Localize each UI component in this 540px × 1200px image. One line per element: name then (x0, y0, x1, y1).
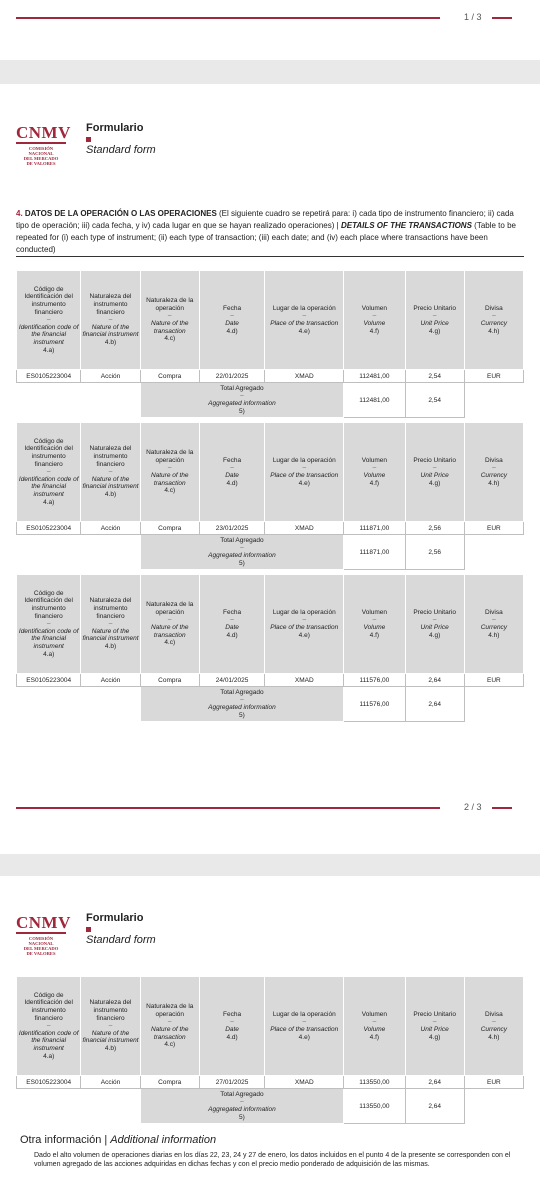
table-header-row (17, 977, 524, 1076)
aggregate-label-es: Total Agregado (220, 688, 264, 696)
section-text-en: (Table to be repeated for (i) each type of instrument; (ii) each type of transaction; (iii) each date; and (iv) each place where transactions have been conducted) (16, 221, 516, 254)
aggregate-label (140, 1089, 344, 1124)
column-header (81, 271, 140, 370)
table-cell-date: 22/01/2025 (199, 370, 264, 383)
page-3 (0, 876, 540, 1200)
table-cell-nature-operation: Compra (140, 1076, 199, 1089)
column-header-en: Nature of the financial instrument (82, 323, 139, 339)
column-header-separator: – (167, 312, 172, 320)
column-header (140, 575, 199, 674)
column-header-es: Naturaleza del instrumento financiero (89, 597, 132, 620)
section-4-heading (16, 208, 524, 256)
table-header-row (17, 271, 524, 370)
form-title-es: Formulario (86, 912, 144, 924)
aggregate-label (140, 687, 344, 722)
column-header (199, 977, 264, 1076)
logo-line: DEL MERCADO (23, 946, 59, 951)
logo-line: DE VALORES (26, 161, 56, 166)
column-header (81, 423, 140, 522)
column-header-en: Volume (363, 1026, 386, 1033)
column-header (405, 575, 464, 674)
column-header-es: Naturaleza de la operación (146, 601, 194, 616)
page-footer-1 (16, 12, 524, 24)
column-header-ref: 4.b) (104, 490, 117, 498)
column-header-separator: – (108, 316, 113, 324)
blank-cell (17, 687, 141, 722)
column-header-ref: 4.a) (43, 1052, 55, 1060)
aggregate-label-en: Aggregated information (208, 400, 276, 407)
table-cell-nature-instrument: Acción (81, 1076, 140, 1089)
column-header-ref: 4.c) (164, 639, 176, 647)
table-cell-volume: 113550,00 (344, 1076, 405, 1089)
form-title (86, 912, 156, 946)
column-header-separator: – (46, 316, 51, 324)
column-header-en: Place of the transaction (270, 320, 339, 327)
logo-line: DE VALORES (26, 951, 56, 956)
table-cell-place: XMAD (265, 674, 344, 687)
aggregate-volume: 111871,00 (344, 535, 405, 570)
column-header-es: Divisa (485, 304, 503, 312)
column-header-separator: – (492, 616, 496, 624)
table-cell-price: 2,56 (405, 522, 464, 535)
table-row (17, 1076, 524, 1089)
column-header-en: Identification code of the financial instrument (18, 1029, 79, 1052)
column-header-es: Fecha (223, 456, 242, 464)
page-indicator: 1 / 3 (464, 12, 482, 22)
column-header-separator: – (432, 464, 437, 472)
column-header-es: Precio Unitario (413, 608, 456, 616)
aggregate-label-separator: – (240, 392, 244, 400)
column-header-es: Divisa (485, 456, 503, 464)
column-header-en: Nature of the transaction (150, 320, 189, 335)
logo-text: CNMV (16, 123, 71, 142)
column-header (344, 271, 405, 370)
column-header-es: Lugar de la operación (272, 304, 336, 312)
column-header-separator: – (432, 1018, 437, 1026)
column-header-es: Naturaleza del instrumento financiero (89, 293, 132, 316)
cnmv-logo (16, 913, 71, 956)
column-header (464, 423, 523, 522)
column-header (140, 977, 199, 1076)
column-header (265, 575, 344, 674)
column-header (405, 271, 464, 370)
column-header-separator: – (372, 312, 377, 320)
page-2 (0, 84, 540, 854)
column-header-separator: – (492, 464, 496, 472)
column-header-ref: 4.g) (429, 631, 441, 639)
column-header-es: Precio Unitario (413, 304, 456, 312)
blank-cell (17, 535, 141, 570)
table-cell-volume: 111576,00 (344, 674, 405, 687)
table-cell-code: ES0105223004 (17, 370, 81, 383)
form-title-en: Standard form (86, 144, 156, 156)
column-header (140, 271, 199, 370)
transaction-table (16, 270, 524, 418)
aggregate-label-es: Total Agregado (220, 536, 264, 544)
logo-line: COMISIÓN (28, 146, 54, 151)
column-header (265, 271, 344, 370)
aggregate-label-ref: 5) (239, 711, 245, 719)
column-header-ref: 4.c) (164, 335, 176, 343)
aggregate-row (17, 383, 524, 418)
form-title-es: Formulario (86, 122, 144, 134)
logo-bar (16, 142, 66, 144)
column-header-ref: 4.d) (226, 631, 238, 639)
column-header-en: Currency (480, 624, 508, 631)
column-header-en: Volume (363, 624, 386, 631)
table-header-row (17, 575, 524, 674)
table-cell-volume: 112481,00 (344, 370, 405, 383)
column-header-es: Fecha (223, 1010, 242, 1018)
column-header-ref: 4.e) (298, 1033, 310, 1041)
blank-cell (464, 535, 523, 570)
column-header (81, 977, 140, 1076)
column-header-es: Lugar de la operación (272, 1010, 336, 1018)
page-1-tail (0, 0, 540, 60)
aggregate-label (140, 383, 344, 418)
column-header-ref: 4.g) (429, 1033, 441, 1041)
other-info-heading-es: Otra información (20, 1134, 102, 1146)
column-header-ref: 4.a) (43, 498, 55, 506)
column-header-en: Place of the transaction (270, 1026, 339, 1033)
table-row (17, 522, 524, 535)
table-cell-price: 2,54 (405, 370, 464, 383)
table-header-row (17, 423, 524, 522)
column-header-separator: – (230, 464, 234, 472)
column-header-es: Naturaleza de la operación (146, 1003, 194, 1018)
table-row (17, 674, 524, 687)
column-header-ref: 4.f) (369, 479, 380, 487)
column-header-ref: 4.e) (298, 479, 310, 487)
column-header-es: Precio Unitario (413, 1010, 456, 1018)
column-header-en: Currency (480, 320, 508, 327)
table-cell-currency: EUR (464, 674, 523, 687)
column-header-es: Volumen (361, 1010, 388, 1018)
table-cell-nature-instrument: Acción (81, 522, 140, 535)
column-header-es: Código de Identificación del instrumento financiero (24, 285, 73, 316)
column-header (17, 977, 81, 1076)
column-header-es: Naturaleza del instrumento financiero (89, 999, 132, 1022)
aggregate-label-en: Aggregated information (208, 1106, 276, 1113)
column-header (81, 575, 140, 674)
column-header-en: Unit Price (420, 1026, 449, 1033)
column-header-en: Place of the transaction (270, 624, 339, 631)
transaction-table (16, 574, 524, 722)
column-header (344, 423, 405, 522)
column-header (265, 977, 344, 1076)
column-header-separator: – (302, 1018, 307, 1026)
column-header (405, 977, 464, 1076)
column-header-ref: 4.b) (104, 1044, 117, 1052)
transaction-table (16, 976, 524, 1124)
column-header (464, 271, 523, 370)
form-title (86, 122, 156, 156)
column-header-ref: 4.e) (298, 631, 310, 639)
column-header-separator: – (108, 1022, 113, 1030)
column-header-en: Date (225, 624, 239, 631)
column-header-en: Nature of the financial instrument (82, 475, 139, 491)
other-info-heading-en: Additional information (110, 1134, 217, 1146)
logo-line: COMISIÓN (28, 936, 54, 941)
column-header (17, 271, 81, 370)
column-header-es: Divisa (485, 1010, 503, 1018)
aggregate-label-separator: – (240, 544, 244, 552)
footer-dash (492, 17, 512, 19)
column-header-ref: 4.b) (104, 338, 117, 346)
column-header-ref: 4.f) (369, 631, 380, 639)
table-row (17, 370, 524, 383)
column-header-ref: 4.h) (488, 1033, 500, 1041)
aggregate-label-ref: 5) (239, 1113, 245, 1121)
column-header-ref: 4.d) (226, 1033, 238, 1041)
column-header-en: Volume (363, 472, 386, 479)
table-cell-volume: 111871,00 (344, 522, 405, 535)
column-header-ref: 4.d) (226, 479, 238, 487)
column-header-en: Currency (480, 472, 508, 479)
column-header-en: Nature of the transaction (150, 472, 189, 487)
column-header-ref: 4.c) (164, 1041, 176, 1049)
column-header-ref: 4.d) (226, 327, 238, 335)
column-header (464, 575, 523, 674)
table-cell-nature-operation: Compra (140, 522, 199, 535)
column-header (17, 575, 81, 674)
column-header-ref: 4.b) (104, 642, 117, 650)
footer-rule (16, 17, 440, 19)
column-header-ref: 4.h) (488, 327, 500, 335)
column-header-en: Date (225, 1026, 239, 1033)
aggregate-label-es: Total Agregado (220, 384, 264, 392)
column-header-separator: – (302, 616, 307, 624)
column-header-ref: 4.f) (369, 1033, 380, 1041)
column-header-en: Nature of the transaction (150, 1026, 189, 1041)
table-cell-place: XMAD (265, 522, 344, 535)
table-cell-nature-instrument: Acción (81, 370, 140, 383)
column-header-en: Identification code of the financial instrument (18, 627, 79, 650)
column-header-ref: 4.g) (429, 327, 441, 335)
column-header-en: Place of the transaction (270, 472, 339, 479)
column-header-ref: 4.e) (298, 327, 310, 335)
column-header-ref: 4.h) (488, 479, 500, 487)
table-cell-date: 24/01/2025 (199, 674, 264, 687)
column-header-separator: – (302, 312, 307, 320)
aggregate-row (17, 535, 524, 570)
other-info-divider: | (104, 1134, 108, 1146)
table-cell-nature-operation: Compra (140, 674, 199, 687)
column-header (17, 423, 81, 522)
column-header-en: Identification code of the financial instrument (18, 323, 79, 346)
table-cell-code: ES0105223004 (17, 522, 81, 535)
aggregate-label-en: Aggregated information (208, 704, 276, 711)
column-header (464, 977, 523, 1076)
aggregate-label-separator: – (240, 1098, 244, 1106)
column-header-en: Nature of the financial instrument (82, 627, 139, 643)
column-header-separator: – (372, 616, 377, 624)
title-square (86, 137, 91, 142)
column-header (199, 271, 264, 370)
column-header-en: Volume (363, 320, 386, 327)
column-header-en: Nature of the transaction (150, 624, 189, 639)
logo-line: NACIONAL (28, 941, 54, 946)
column-header-en: Unit Price (420, 320, 449, 327)
section-heading-en: DETAILS OF THE TRANSACTIONS (340, 221, 472, 230)
aggregate-row (17, 687, 524, 722)
column-header-separator: – (230, 616, 234, 624)
column-header-es: Volumen (361, 456, 388, 464)
column-header-es: Fecha (223, 608, 242, 616)
column-header-separator: – (167, 616, 172, 624)
column-header-separator: – (230, 312, 234, 320)
aggregate-label-es: Total Agregado (220, 1090, 264, 1098)
column-header-separator: – (492, 1018, 496, 1026)
table-cell-date: 23/01/2025 (199, 522, 264, 535)
other-info-heading (20, 1134, 528, 1146)
column-header-es: Volumen (361, 304, 388, 312)
column-header-es: Lugar de la operación (272, 608, 336, 616)
column-header-separator: – (372, 464, 377, 472)
aggregate-volume: 113550,00 (344, 1089, 405, 1124)
form-title-en: Standard form (86, 934, 156, 946)
column-header-es: Lugar de la operación (272, 456, 336, 464)
aggregate-price: 2,56 (405, 535, 464, 570)
column-header-separator: – (492, 312, 496, 320)
table-cell-code: ES0105223004 (17, 1076, 81, 1089)
aggregate-label-ref: 5) (239, 407, 245, 415)
column-header (265, 423, 344, 522)
column-header (140, 423, 199, 522)
column-header-separator: – (46, 468, 51, 476)
aggregate-price: 2,54 (405, 383, 464, 418)
aggregate-price: 2,64 (405, 687, 464, 722)
table-cell-price: 2,64 (405, 674, 464, 687)
table-cell-nature-instrument: Acción (81, 674, 140, 687)
logo-line: NACIONAL (28, 151, 54, 156)
blank-cell (464, 1089, 523, 1124)
column-header-ref: 4.c) (164, 487, 176, 495)
page-footer-2 (16, 802, 524, 814)
table-cell-place: XMAD (265, 370, 344, 383)
aggregate-row (17, 1089, 524, 1124)
blank-cell (464, 687, 523, 722)
column-header-en: Date (225, 472, 239, 479)
table-cell-place: XMAD (265, 1076, 344, 1089)
aggregate-price: 2,64 (405, 1089, 464, 1124)
column-header-es: Fecha (223, 304, 242, 312)
section-text-es: (El siguiente cuadro se repetirá para: i) cada tipo de instrumento financiero; ii) cada tipo de operación; iii) cada fecha, y iv) cada lugar en que se hayan realizado operaciones) | (16, 209, 514, 230)
cnmv-logo (16, 123, 71, 166)
table-cell-currency: EUR (464, 1076, 523, 1089)
column-header-separator: – (302, 464, 307, 472)
column-header-en: Unit Price (420, 472, 449, 479)
section-number: 4. (16, 209, 23, 218)
table-cell-nature-operation: Compra (140, 370, 199, 383)
aggregate-label-separator: – (240, 696, 244, 704)
column-header-es: Naturaleza del instrumento financiero (89, 445, 132, 468)
column-header-en: Unit Price (420, 624, 449, 631)
table-cell-date: 27/01/2025 (199, 1076, 264, 1089)
column-header-ref: 4.g) (429, 479, 441, 487)
column-header-separator: – (372, 1018, 377, 1026)
column-header (199, 575, 264, 674)
section-rule (16, 256, 524, 257)
column-header-es: Divisa (485, 608, 503, 616)
blank-cell (17, 383, 141, 418)
aggregate-volume: 111576,00 (344, 687, 405, 722)
title-square (86, 927, 91, 932)
section-heading-es: DATOS DE LA OPERACIÓN O LAS OPERACIONES (24, 209, 217, 218)
aggregate-label (140, 535, 344, 570)
footer-dash (492, 807, 512, 809)
column-header-separator: – (432, 312, 437, 320)
table-cell-currency: EUR (464, 370, 523, 383)
column-header-es: Naturaleza de la operación (146, 297, 194, 312)
column-header-es: Volumen (361, 608, 388, 616)
column-header-es: Código de Identificación del instrumento financiero (24, 589, 73, 620)
aggregate-volume: 112481,00 (344, 383, 405, 418)
footer-rule (16, 807, 440, 809)
column-header-separator: – (432, 616, 437, 624)
column-header-en: Nature of the financial instrument (82, 1029, 139, 1045)
column-header-es: Código de Identificación del instrumento financiero (24, 437, 73, 468)
column-header-separator: – (108, 468, 113, 476)
logo-line: DEL MERCADO (23, 156, 59, 161)
column-header-separator: – (108, 620, 113, 628)
table-cell-price: 2,64 (405, 1076, 464, 1089)
column-header-es: Naturaleza de la operación (146, 449, 194, 464)
column-header-separator: – (46, 1022, 51, 1030)
logo-bar (16, 932, 66, 934)
column-header (344, 977, 405, 1076)
column-header-ref: 4.f) (369, 327, 380, 335)
column-header-separator: – (46, 620, 51, 628)
column-header-ref: 4.a) (43, 346, 55, 354)
column-header-separator: – (167, 1018, 172, 1026)
column-header-separator: – (167, 464, 172, 472)
column-header-es: Precio Unitario (413, 456, 456, 464)
column-header (199, 423, 264, 522)
column-header-es: Código de Identificación del instrumento financiero (24, 991, 73, 1022)
column-header-en: Identification code of the financial instrument (18, 475, 79, 498)
column-header-ref: 4.h) (488, 631, 500, 639)
blank-cell (17, 1089, 141, 1124)
table-cell-code: ES0105223004 (17, 674, 81, 687)
column-header-ref: 4.a) (43, 650, 55, 658)
column-header (405, 423, 464, 522)
other-information (20, 1134, 528, 1169)
logo-text: CNMV (16, 913, 71, 932)
column-header-en: Currency (480, 1026, 508, 1033)
column-header-separator: – (230, 1018, 234, 1026)
other-info-text: Dado el alto volumen de operaciones diarias en los días 22, 23, 24 y 27 de enero, los datos incluidos en el punto 4 de la presente se corresponden con el volumen agregado de las acciones adquiridas en dichas fechas y con el precio medio ponderado de adquisición de las mismas. (34, 1152, 511, 1168)
column-header (344, 575, 405, 674)
table-cell-currency: EUR (464, 522, 523, 535)
aggregate-label-ref: 5) (239, 559, 245, 567)
blank-cell (464, 383, 523, 418)
column-header-en: Date (225, 320, 239, 327)
aggregate-label-en: Aggregated information (208, 552, 276, 559)
page-indicator: 2 / 3 (464, 802, 482, 812)
transaction-table (16, 422, 524, 570)
